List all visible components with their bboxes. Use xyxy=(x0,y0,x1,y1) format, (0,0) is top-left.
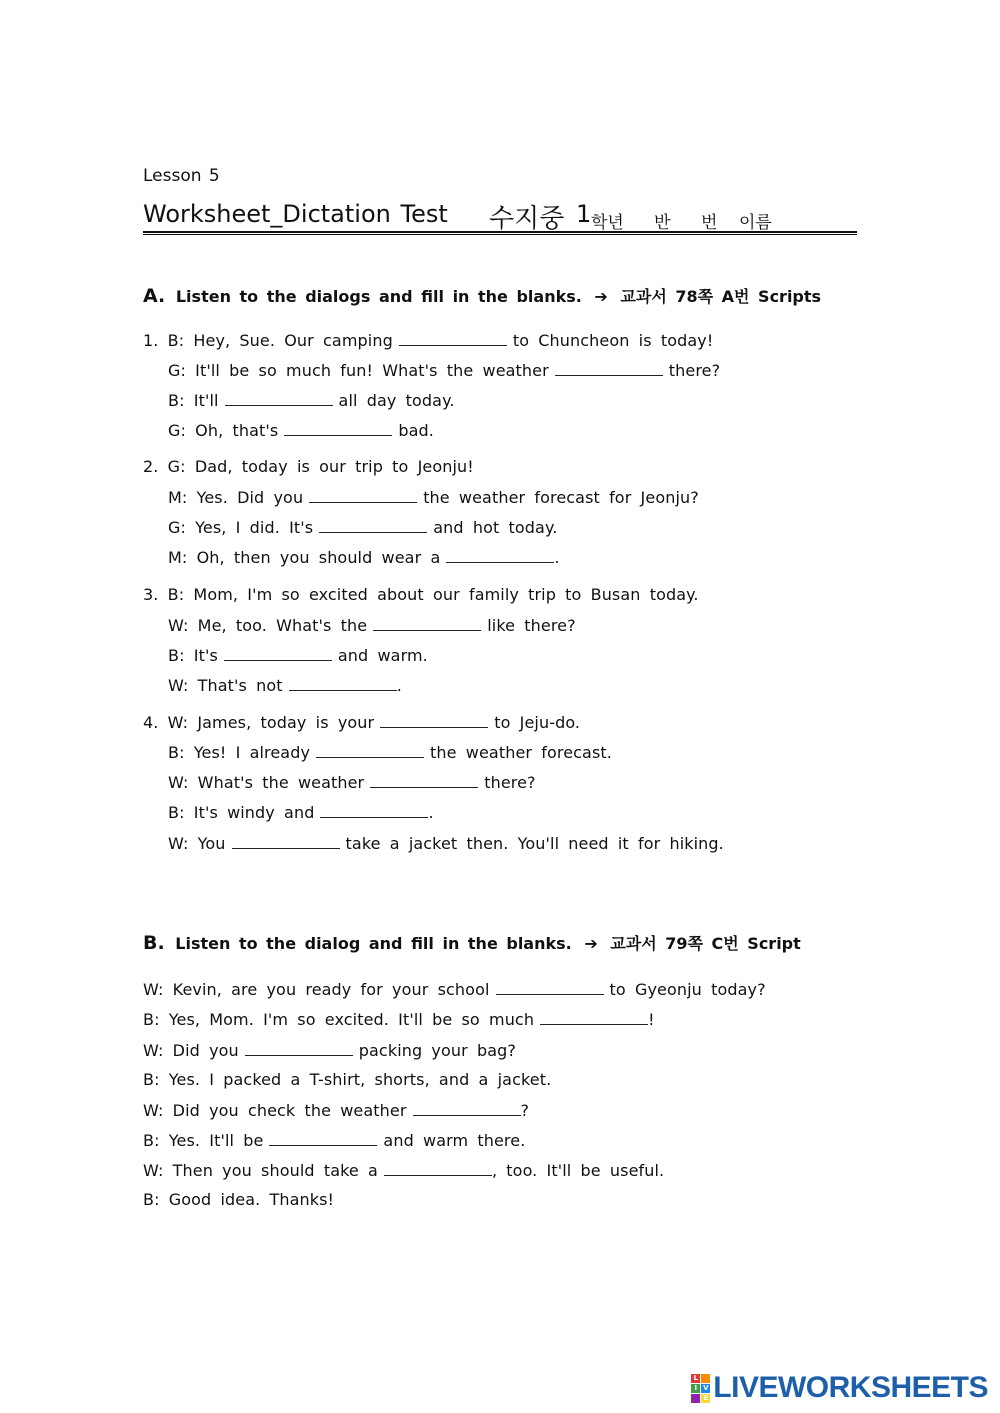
dialog-b-line-8 xyxy=(143,1190,334,1209)
dialog-2-line-3 xyxy=(168,517,557,537)
answer-blank[interactable] xyxy=(309,487,417,503)
line-text: packing your bag? xyxy=(358,1041,516,1060)
answer-blank[interactable] xyxy=(225,390,333,406)
dialog-4-line-5 xyxy=(168,833,724,853)
answer-blank[interactable] xyxy=(380,712,488,728)
line-text: and warm. xyxy=(337,646,428,665)
dialog-b-line-5 xyxy=(143,1100,529,1120)
line-text: B: It's windy and xyxy=(168,803,315,822)
line-text: the weather forecast for Jeonju? xyxy=(423,488,699,507)
title-row xyxy=(143,200,857,234)
answer-blank[interactable] xyxy=(555,360,663,376)
lesson-label: Lesson 5 xyxy=(143,166,220,186)
title-underline xyxy=(143,231,857,235)
line-text: W: Did you xyxy=(143,1041,239,1060)
line-text: . xyxy=(554,548,560,567)
dialog-1-line-1 xyxy=(143,330,713,350)
dialog-3-line-3 xyxy=(168,645,428,665)
dialog-1-line-2 xyxy=(168,360,720,380)
class-label: 반 xyxy=(654,213,671,233)
answer-blank[interactable] xyxy=(224,645,332,661)
section-b-reference: 교과서 79쪽 C번 Script xyxy=(610,934,801,953)
dialog-4-line-3 xyxy=(168,772,536,792)
section-a-letter: A. xyxy=(143,285,166,307)
answer-blank[interactable] xyxy=(316,742,424,758)
line-text: B: Yes. It'll be xyxy=(143,1131,264,1150)
liveworksheets-logo-icon xyxy=(691,1374,710,1403)
line-text: W: You xyxy=(168,834,226,853)
line-text: to Jeju-do. xyxy=(494,713,581,732)
answer-blank[interactable] xyxy=(540,1009,648,1025)
line-text: take a jacket then. You'll need it for hiking. xyxy=(345,834,724,853)
dialog-b-line-2 xyxy=(143,1009,655,1029)
dialog-b-line-6 xyxy=(143,1130,525,1150)
answer-blank[interactable] xyxy=(496,979,604,995)
dialog-3-line-2 xyxy=(168,615,576,635)
number-label: 번 xyxy=(701,213,718,233)
line-text: and hot today. xyxy=(433,518,558,537)
dialog-3-line-1 xyxy=(143,585,699,604)
line-text: G: Oh, that's xyxy=(168,421,279,440)
line-text: the weather forecast. xyxy=(430,743,612,762)
line-text: to Chuncheon is today! xyxy=(512,331,714,350)
line-text: B: It'll xyxy=(168,391,219,410)
answer-blank[interactable] xyxy=(319,517,427,533)
dialog-number: 3. xyxy=(143,585,159,604)
answer-blank[interactable] xyxy=(384,1160,492,1176)
answer-blank[interactable] xyxy=(245,1040,353,1056)
answer-blank[interactable] xyxy=(269,1130,377,1146)
dialog-b-line-4 xyxy=(143,1070,551,1089)
section-b-letter: B. xyxy=(143,932,165,954)
line-text: B: Mom, I'm so excited about our family trip to Busan today. xyxy=(167,585,699,604)
dialog-4-line-1 xyxy=(143,712,580,732)
logo-icon-letter: L xyxy=(691,1374,700,1383)
line-text: W: Did you check the weather xyxy=(143,1101,407,1120)
line-text: there? xyxy=(484,773,536,792)
answer-blank[interactable] xyxy=(370,772,478,788)
logo-icon-letter: E xyxy=(701,1394,710,1403)
section-b-heading xyxy=(143,931,801,954)
line-text: M: Oh, then you should wear a xyxy=(168,548,441,567)
line-text: bad. xyxy=(398,421,434,440)
line-text: B: Hey, Sue. Our camping xyxy=(167,331,393,350)
line-text: W: What's the weather xyxy=(168,773,365,792)
line-text: W: Kevin, are you ready for your school xyxy=(143,980,490,999)
line-text: like there? xyxy=(487,616,576,635)
answer-blank[interactable] xyxy=(446,547,554,563)
line-text: B: Yes! I already xyxy=(168,743,311,762)
line-text: B: Yes, Mom. I'm so excited. It'll be so much xyxy=(143,1010,535,1029)
dialog-2-line-4 xyxy=(168,547,560,567)
dialog-2-line-1 xyxy=(143,457,474,476)
dialog-1-line-3 xyxy=(168,390,455,410)
dialog-b-line-3 xyxy=(143,1040,516,1060)
line-text: B: It's xyxy=(168,646,218,665)
arrow-icon: ➔ xyxy=(594,287,608,306)
school-name: 수지중 xyxy=(489,204,565,234)
line-text: G: Yes, I did. It's xyxy=(168,518,314,537)
section-a-reference: 교과서 78쪽 A번 Scripts xyxy=(620,287,822,306)
answer-blank[interactable] xyxy=(320,802,428,818)
dialog-1-line-4 xyxy=(168,420,434,440)
liveworksheets-brand: LIVEWORKSHEETS xyxy=(713,1371,988,1404)
answer-blank[interactable] xyxy=(373,615,481,631)
name-label: 이름 xyxy=(739,213,772,233)
line-text: B: Good idea. Thanks! xyxy=(143,1190,335,1209)
dialog-b-line-7 xyxy=(143,1160,664,1180)
answer-blank[interactable] xyxy=(284,420,392,436)
logo-icon-cell xyxy=(701,1374,710,1383)
answer-blank[interactable] xyxy=(399,330,507,346)
dialog-number: 4. xyxy=(143,713,159,732)
line-text: M: Yes. Did you xyxy=(168,488,304,507)
arrow-icon: ➔ xyxy=(584,934,598,953)
line-text: all day today. xyxy=(338,391,455,410)
grade-number: 1 xyxy=(576,200,592,228)
line-text: ! xyxy=(648,1010,655,1029)
line-text: W: That's not xyxy=(168,676,283,695)
section-a-instruction: Listen to the dialogs and fill in the blanks. xyxy=(175,287,582,306)
section-b-instruction: Listen to the dialog and fill in the blanks. xyxy=(175,934,572,953)
line-text: . xyxy=(428,803,434,822)
line-text: G: It'll be so much fun! What's the weather xyxy=(168,361,549,380)
line-text: , too. It'll be useful. xyxy=(491,1161,665,1180)
grade-label: 학년 xyxy=(591,213,624,233)
line-text: there? xyxy=(668,361,721,380)
dialog-number: 2. xyxy=(143,457,159,476)
answer-blank[interactable] xyxy=(413,1100,521,1116)
dialog-b-line-1 xyxy=(143,979,766,999)
line-text: ? xyxy=(520,1101,530,1120)
dialog-number: 1. xyxy=(143,331,159,350)
logo-icon-letter: I xyxy=(691,1384,700,1393)
line-text: G: Dad, today is our trip to Jeonju! xyxy=(167,457,474,476)
line-text: W: James, today is your xyxy=(167,713,375,732)
line-text: W: Then you should take a xyxy=(143,1161,378,1180)
dialog-4-line-4 xyxy=(168,802,434,822)
answer-blank[interactable] xyxy=(232,833,340,849)
dialog-2-line-2 xyxy=(168,487,699,507)
line-text: . xyxy=(396,676,402,695)
liveworksheets-logo[interactable] xyxy=(691,1371,988,1405)
worksheet-title: Worksheet_Dictation Test xyxy=(143,200,448,228)
logo-icon-letter: V xyxy=(703,1383,709,1392)
logo-icon-cell xyxy=(691,1394,700,1403)
line-text: B: Yes. I packed a T-shirt, shorts, and a jacket. xyxy=(143,1070,552,1089)
line-text: to Gyeonju today? xyxy=(609,980,766,999)
answer-blank[interactable] xyxy=(289,675,397,691)
line-text: and warm there. xyxy=(383,1131,526,1150)
dialog-3-line-4 xyxy=(168,675,402,695)
dialog-4-line-2 xyxy=(168,742,612,762)
line-text: W: Me, too. What's the xyxy=(168,616,368,635)
section-a-heading xyxy=(143,284,821,307)
